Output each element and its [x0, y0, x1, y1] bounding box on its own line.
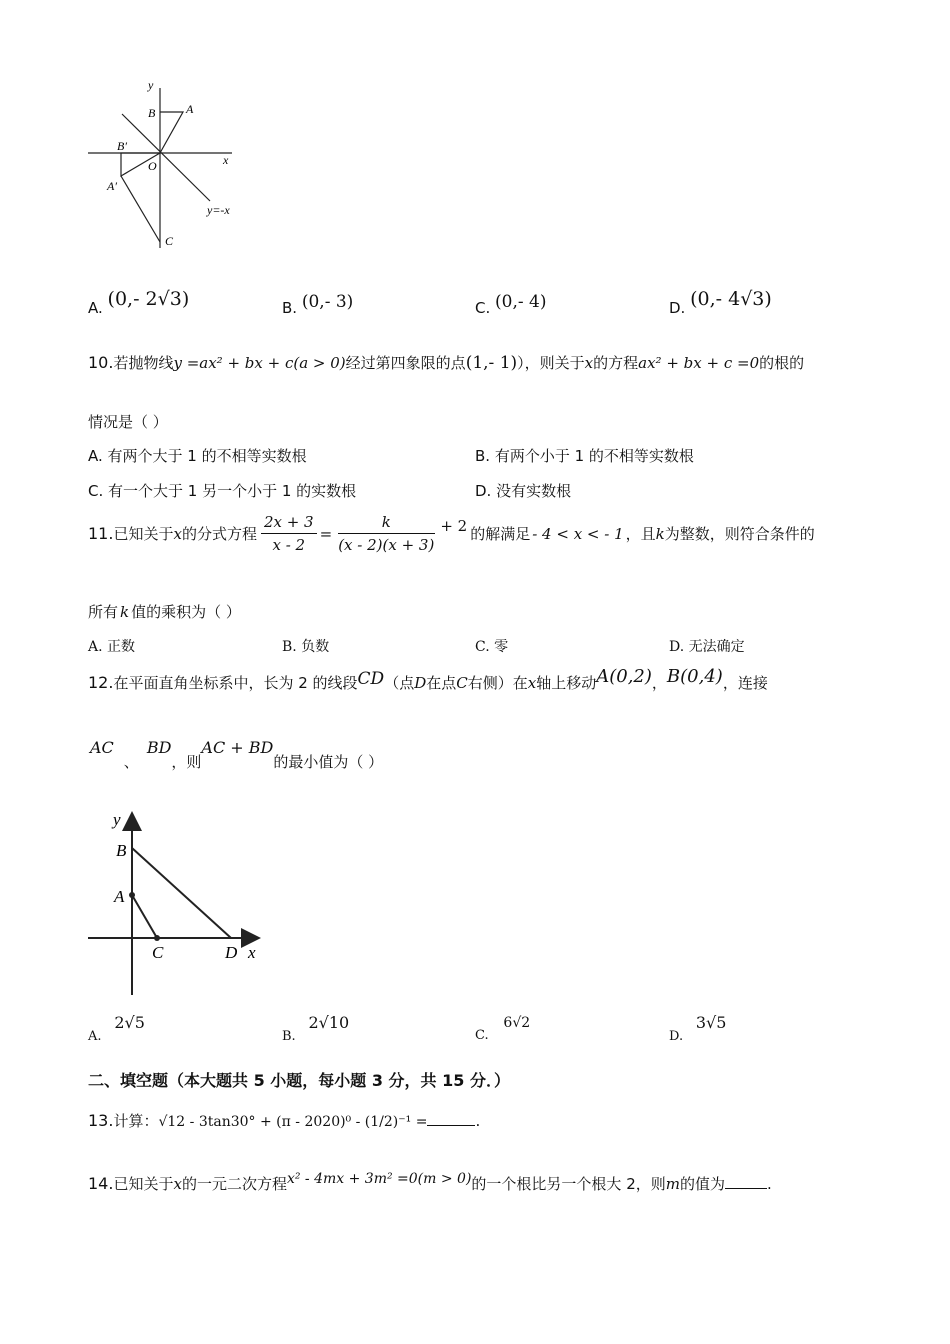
q10-option-c[interactable]: C. 有一个大于 1 另一个小于 1 的实数根: [88, 482, 357, 500]
section-fill-in-title: 二、填空题（本大题共 5 小题，每小题 3 分，共 15 分．）: [88, 1071, 510, 1090]
q11-option-c[interactable]: C. 零: [475, 639, 509, 655]
q12-axis-x: x: [527, 674, 537, 692]
fig1-label-y: y: [148, 78, 154, 92]
figure-coordinate-diagram: [80, 805, 270, 1000]
q10-text-1: 若抛物线: [113, 354, 174, 372]
q12-option-a[interactable]: [88, 1013, 145, 1044]
q14-text-1: 已知关于: [113, 1175, 174, 1193]
q11-option-d[interactable]: D. 无法确定: [669, 639, 745, 655]
q12-point-d: D: [414, 674, 427, 692]
q11-line2-a: 所有: [88, 603, 119, 621]
q12-option-a-letter: A.: [88, 1029, 102, 1044]
q12-option-a-value: 2√5: [114, 1013, 145, 1032]
q12-option-c[interactable]: [475, 1013, 530, 1043]
q9-option-b-value: (0,- 3): [301, 292, 354, 312]
q12-sum: AC + BD: [201, 738, 274, 757]
fig2-label-b: B: [116, 841, 127, 860]
q14-text-3: 的一个根比另一个根大 2，则: [471, 1175, 666, 1193]
q11-frac2-denominator: (x - 2)(x + 3): [338, 536, 435, 554]
q12-text-5: 轴上移动: [536, 674, 597, 692]
q12-option-c-letter: C.: [475, 1028, 489, 1043]
q14-stem: [88, 1173, 772, 1194]
q12-point-c: C: [456, 674, 468, 692]
fig1-label-aprime: A′: [107, 179, 117, 193]
fig1-label-o: O: [148, 159, 157, 173]
q11-frac1-numerator: 2x + 3: [261, 513, 317, 534]
q12-text-1: 在平面直角坐标系中，长为 2 的线段: [113, 674, 358, 692]
q12-text-4: 右侧）在: [467, 674, 528, 692]
q13-expression: √12 - 3tan30° + (π - 2020)⁰ - (1/2)⁻¹ =: [158, 1114, 428, 1130]
fig2-segment-bd: [132, 848, 231, 938]
q12-comma: ，: [651, 674, 667, 692]
q12-option-d-letter: D.: [669, 1029, 684, 1044]
q11-frac2-numerator: k: [338, 513, 435, 534]
fig1-label-c: C: [165, 234, 174, 248]
q9-option-a-letter: A.: [88, 299, 103, 317]
q13-stem: [88, 1110, 480, 1131]
q13-text-1: 计算：: [113, 1112, 159, 1130]
q10-text-5: 的根的: [759, 354, 805, 372]
q12-option-c-value: 6√2: [503, 1015, 531, 1031]
q10-option-d[interactable]: D. 没有实数根: [475, 482, 572, 500]
q14-var-x: x: [173, 1175, 182, 1193]
q11-text-2: 的分式方程: [181, 525, 257, 543]
fig1-label-b: B: [148, 106, 156, 120]
fig2-label-a: A: [114, 887, 125, 906]
q11-inequality: - 4 < x < - 1: [532, 524, 624, 543]
q10-text-2: 经过第四象限的点: [345, 354, 466, 372]
fig1-triangle-bao: [160, 112, 183, 153]
q11-text-1: 已知关于: [113, 525, 174, 543]
fig1-label-x: x: [223, 153, 229, 167]
q11-option-a[interactable]: A. 正数: [88, 639, 136, 655]
q12-separator: 、: [123, 753, 139, 771]
q12-text-6: ，连接: [722, 674, 768, 692]
q10-text-4: 的方程: [593, 354, 639, 372]
q9-option-b-letter: B.: [282, 299, 298, 317]
q11-plus-two: + 2: [440, 516, 468, 535]
q11-line2-k: k: [120, 603, 130, 621]
fig2-label-c: C: [152, 943, 164, 962]
fig2-point-a: [129, 892, 135, 898]
q12-text-3: 在点: [426, 674, 457, 692]
q12-option-b[interactable]: [282, 1013, 349, 1044]
q12-option-b-value: 2√10: [308, 1013, 350, 1032]
fig1-label-bprime: B′: [117, 139, 127, 153]
q9-option-c-value: (0,- 4): [495, 292, 547, 312]
q9-option-d[interactable]: [669, 288, 772, 317]
q13-number: 13.: [88, 1111, 114, 1130]
q12-text-8: 的最小值为（ ）: [273, 753, 384, 771]
fig2-label-y: y: [113, 810, 121, 829]
fig2-label-x: x: [248, 943, 256, 962]
q11-fraction-left: [261, 513, 317, 554]
q14-equation: x² - 4mx + 3m² =0(m > 0): [286, 1171, 472, 1187]
q11-stem: [88, 513, 815, 554]
q11-equals: =: [319, 524, 333, 543]
q10-eq-parabola: y =ax² + bx + c(a > 0): [173, 354, 346, 372]
q12-stem: [88, 666, 768, 693]
q9-option-b[interactable]: [282, 292, 353, 317]
q14-answer-blank[interactable]: [725, 1188, 767, 1189]
q10-stem-line2: 情况是（ ）: [88, 413, 168, 431]
q11-line2-b: 值的乘积为（ ）: [131, 603, 241, 621]
q13-end: .: [475, 1112, 481, 1130]
q12-option-d-value: 3√5: [695, 1013, 727, 1032]
q10-option-b[interactable]: B. 有两个小于 1 的不相等实数根: [475, 447, 694, 465]
q11-fraction-right: [335, 513, 437, 554]
q11-number: 11.: [88, 524, 114, 543]
q11-option-b[interactable]: B. 负数: [282, 639, 330, 655]
q12-stem-line2: [90, 738, 384, 771]
q11-text-3: 的解满足: [470, 525, 531, 543]
fig2-segment-ac: [132, 895, 157, 938]
fig2-label-d: D: [225, 943, 238, 962]
q12-text-2: （点: [384, 674, 415, 692]
q9-option-a[interactable]: [88, 288, 189, 317]
q10-text-3: ），则关于: [517, 354, 585, 372]
q10-number: 10.: [88, 353, 114, 372]
q14-text-2: 的一元二次方程: [181, 1175, 287, 1193]
q11-text-5: 为整数，则符合条件的: [664, 525, 815, 543]
q12-option-b-letter: B.: [282, 1029, 296, 1044]
q14-number: 14.: [88, 1174, 114, 1193]
q12-text-7: ，则: [171, 753, 202, 771]
q12-point-a: A(0,2): [596, 666, 652, 687]
q14-text-4: 的值为: [679, 1175, 725, 1193]
q12-segment-cd: CD: [357, 669, 385, 689]
q11-text-4: ，且: [625, 525, 656, 543]
q10-var-x: x: [584, 354, 594, 372]
q10-option-a[interactable]: A. 有两个大于 1 的不相等实数根: [88, 447, 307, 465]
fig1-label-line: y=-x: [207, 203, 230, 217]
q12-ac: AC: [90, 738, 114, 757]
q11-frac1-denominator: x - 2: [272, 536, 306, 554]
q12-bd: BD: [146, 738, 172, 757]
q11-stem-line2: [88, 601, 241, 622]
q9-option-d-letter: D.: [669, 299, 686, 317]
q12-point-b: B(0,4): [666, 666, 723, 687]
q12-number: 12.: [88, 673, 114, 692]
q11-var-k: k: [655, 524, 665, 543]
q12-option-d[interactable]: [669, 1013, 726, 1044]
q9-option-c-letter: C.: [475, 299, 491, 317]
q9-option-c[interactable]: [475, 292, 546, 317]
q10-eq-quadratic: ax² + bx + c =0: [638, 354, 760, 372]
q10-point: (1,- 1): [465, 353, 518, 373]
q11-var-x: x: [173, 524, 182, 543]
fig2-point-c: [154, 935, 160, 941]
q9-option-d-value: (0,- 4√3): [690, 288, 772, 310]
fig1-segment-apc: [121, 176, 160, 242]
fig1-label-a: A: [186, 102, 194, 116]
q9-option-a-value: (0,- 2√3): [107, 288, 190, 310]
q10-stem: [88, 352, 804, 373]
q14-var-m: m: [665, 1175, 680, 1193]
figure-rotation-diagram: [80, 70, 250, 255]
fig1-line-y-neg-x: [122, 114, 210, 201]
q14-end: .: [767, 1175, 772, 1193]
q13-answer-blank[interactable]: [427, 1125, 475, 1126]
